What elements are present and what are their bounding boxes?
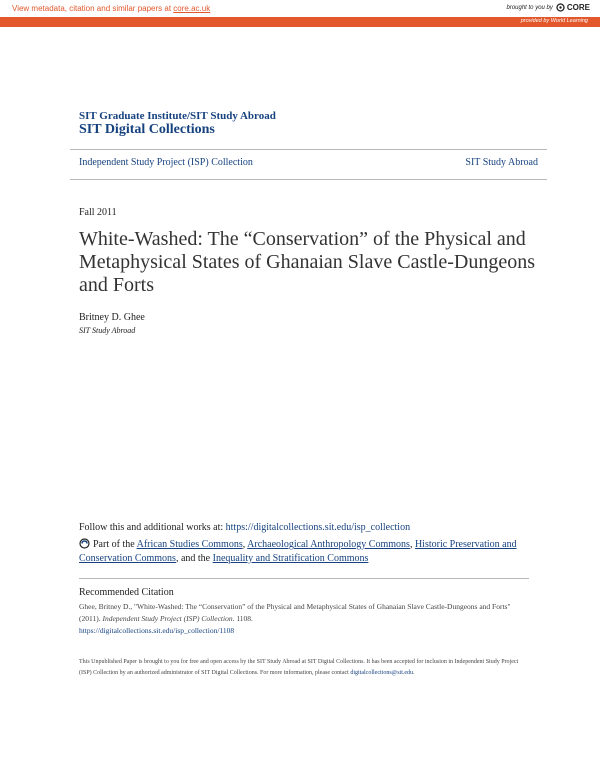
citation-url-link[interactable]: https://digitalcollections.sit.edu/isp_collection/1108 xyxy=(79,626,235,635)
separator: , xyxy=(409,539,415,550)
core-topbar xyxy=(0,0,600,17)
author-name: Britney D. Ghee xyxy=(79,312,145,323)
inequality-stratification-link[interactable]: Inequality and Stratification Commons xyxy=(212,553,369,564)
citation-text xyxy=(79,601,524,637)
follow-line xyxy=(79,522,410,533)
collection-url-link[interactable]: https://digitalcollections.sit.edu/isp_collection xyxy=(225,522,411,533)
follow-label: Follow this and additional works at: xyxy=(79,522,226,533)
core-logo[interactable] xyxy=(556,3,590,12)
citation-number: . 1108. xyxy=(232,614,253,623)
recommended-citation-heading: Recommended Citation xyxy=(79,587,174,598)
notice-text: This Unpublished Paper is brought to you for free and open access by the SIT Study Abroad at SIT Digital Collections. It has been accepted for inclusion in Independent Study Project (ISP) Collection by an authorized administrator of SIT Digital Collections. For more information, please contact xyxy=(79,659,519,676)
core-logo-icon xyxy=(556,3,565,12)
institution-name[interactable]: SIT Graduate Institute/SIT Study Abroad xyxy=(79,110,276,122)
african-studies-link[interactable]: African Studies Commons xyxy=(136,539,243,550)
view-metadata-label: View metadata, citation and similar papers at xyxy=(12,4,174,13)
study-abroad-link[interactable]: SIT Study Abroad xyxy=(465,157,538,168)
core-logo-text: CORE xyxy=(566,3,590,12)
archaeological-anthropology-link[interactable]: Archaeological Anthropology Commons xyxy=(247,539,410,550)
contact-email-link[interactable]: digitalcollections@sit.edu xyxy=(350,670,414,676)
citation-journal: Independent Study Project (ISP) Collection xyxy=(102,614,233,623)
publication-date: Fall 2011 xyxy=(79,207,117,218)
divider xyxy=(70,149,547,150)
brought-by xyxy=(507,3,591,12)
part-of-label: Part of the xyxy=(93,539,137,550)
access-notice xyxy=(79,657,524,679)
view-metadata-text xyxy=(12,4,210,13)
collections-title[interactable]: SIT Digital Collections xyxy=(79,122,215,137)
separator: , and the xyxy=(175,553,213,564)
separator: , xyxy=(242,539,248,550)
provided-by-text: provided by World Learning xyxy=(520,18,588,24)
provided-by-bar xyxy=(0,17,600,27)
historic-preservation-link[interactable]: Historic Preservation and Conservation Commons xyxy=(79,539,517,564)
divider xyxy=(70,179,547,180)
author-affiliation: SIT Study Abroad xyxy=(79,326,136,335)
citation-body: Ghee, Britney D., "White-Washed: The “Conservation” of the Physical and Metaphysical States of Ghanaian Slave Castle-Dungeons and Forts" (2011). xyxy=(79,602,511,623)
brought-by-label: brought to you by xyxy=(506,4,553,11)
paper-title: White-Washed: The “Conservation” of the Physical and Metaphysical States of Ghanaian Slave Castle-Dungeons and Forts xyxy=(79,228,535,296)
divider xyxy=(79,578,529,579)
core-link[interactable]: core.ac.uk xyxy=(173,4,211,13)
part-of-commons xyxy=(79,538,519,566)
notice-end: . xyxy=(413,670,415,676)
isp-collection-link[interactable]: Independent Study Project (ISP) Collection xyxy=(79,157,253,168)
open-access-icon xyxy=(79,538,90,549)
